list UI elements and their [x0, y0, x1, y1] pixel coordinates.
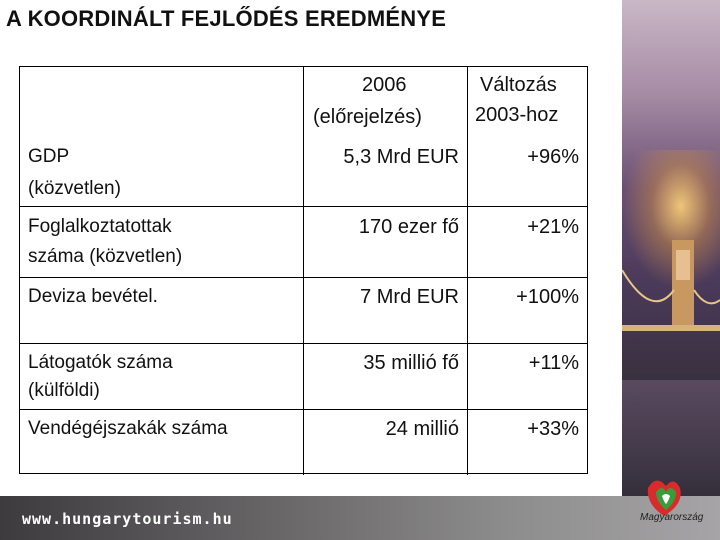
row-value: 5,3 Mrd EUR: [343, 146, 459, 168]
slide-title: A KOORDINÁLT FEJLŐDÉS EREDMÉNYE: [6, 6, 447, 31]
col-change-header: Változás: [480, 74, 557, 96]
row-label: Látogatók száma: [28, 352, 173, 373]
col-year-subheader: (előrejelzés): [313, 106, 422, 128]
row-label: Deviza bevétel.: [28, 286, 158, 307]
row-change: +33%: [527, 418, 579, 440]
row-label-sub: (közvetlen): [28, 178, 121, 199]
row-label: Foglalkoztatottak: [28, 216, 172, 237]
row-label: Vendégéjszakák száma: [28, 418, 228, 439]
row-value: 7 Mrd EUR: [360, 286, 459, 308]
hungary-logo-icon: [618, 470, 716, 536]
tourism-url[interactable]: www.hungarytourism.hu: [22, 510, 233, 528]
row-change: +96%: [527, 146, 579, 168]
row-label: GDP: [28, 146, 70, 167]
row-change: +21%: [527, 216, 579, 238]
row-label-sub: (külföldi): [28, 380, 100, 401]
bridge-icon: [622, 230, 720, 390]
row-change: +11%: [528, 352, 579, 374]
results-table: [19, 66, 588, 474]
row-value: 170 ezer fő: [358, 216, 459, 238]
row-value: 24 millió: [385, 418, 459, 440]
logo-wordmark: Magyarország: [640, 512, 704, 523]
row-change: +100%: [516, 286, 579, 308]
chain-bridge-photo: [622, 0, 720, 540]
col-year-header: 2006: [362, 74, 407, 96]
row-label-sub: száma (közvetlen): [28, 246, 183, 267]
col-change-subheader: 2003-hoz: [475, 104, 559, 126]
row-value: 35 millió fő: [363, 352, 459, 374]
